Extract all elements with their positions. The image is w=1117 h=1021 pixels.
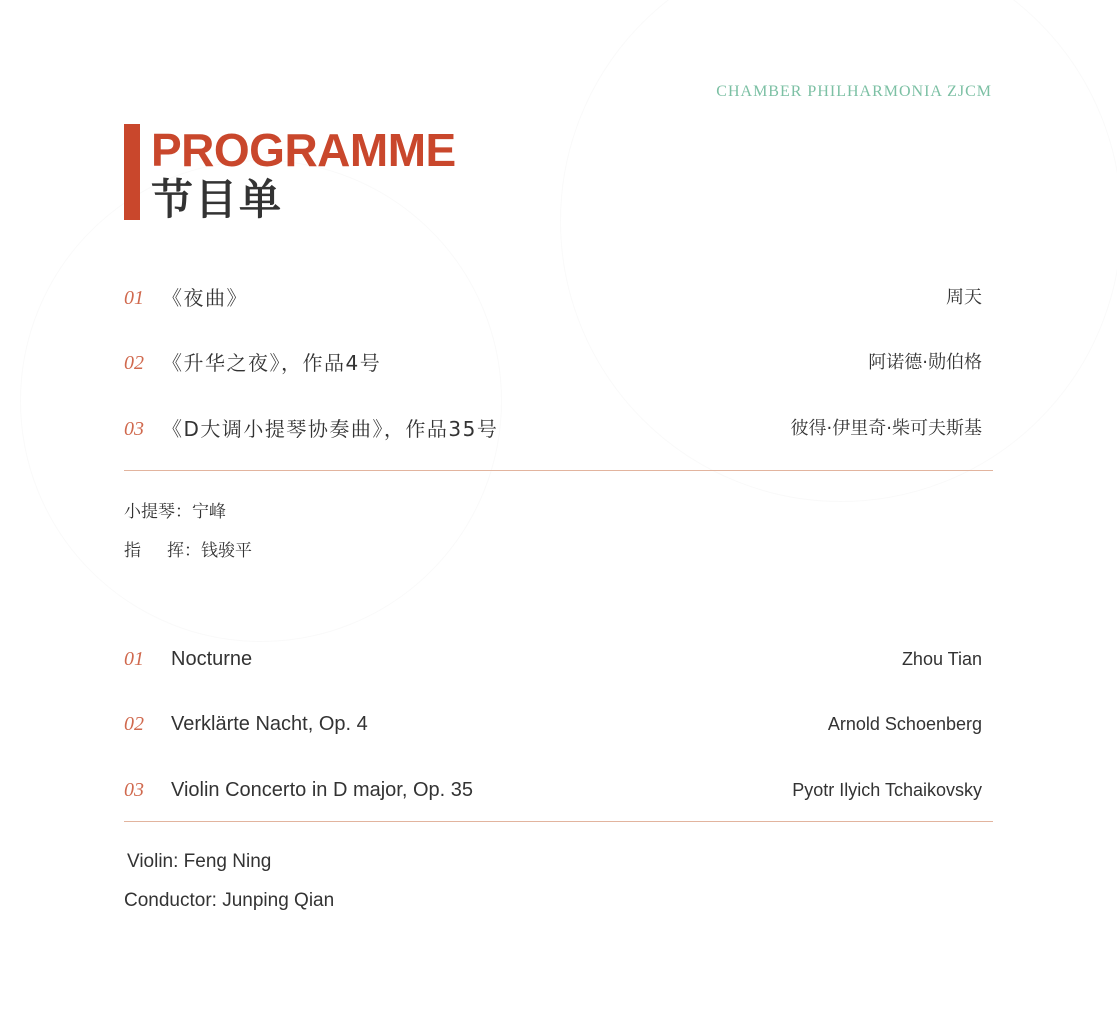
performer-label: 指 bbox=[124, 541, 141, 561]
work-title: Violin Concerto in D major, Op. 35 bbox=[171, 779, 474, 801]
programme-item-en bbox=[124, 773, 982, 807]
programme-item-en bbox=[124, 642, 982, 676]
work-title: 《夜曲》 bbox=[162, 286, 248, 310]
item-number: 01 bbox=[124, 287, 144, 309]
item-number: 02 bbox=[124, 352, 144, 374]
programme-item-en bbox=[124, 707, 982, 741]
item-number: 02 bbox=[124, 713, 144, 735]
divider-en bbox=[124, 821, 993, 822]
composer-name: 阿诺德·勋伯格 bbox=[868, 352, 982, 373]
divider-zh bbox=[124, 470, 993, 471]
performer-violin-zh bbox=[124, 499, 226, 525]
page-title-zh: 节目单 bbox=[151, 175, 284, 224]
item-number: 03 bbox=[124, 418, 144, 440]
performer-name: 宁峰 bbox=[192, 502, 226, 522]
performer-violin-en: Violin: Feng Ning bbox=[127, 851, 272, 872]
orchestra-brand: CHAMBER PHILHARMONIA ZJCM bbox=[716, 83, 992, 100]
performer-label: 小提琴： bbox=[124, 502, 192, 522]
watermark-ring bbox=[20, 160, 502, 642]
work-title: Verklärte Nacht, Op. 4 bbox=[171, 713, 368, 735]
work-title: Nocturne bbox=[171, 648, 253, 670]
page-title-en: PROGRAMME bbox=[151, 124, 456, 176]
performer-name: 钱骏平 bbox=[201, 541, 252, 561]
work-title: 《升华之夜》，作品4号 bbox=[162, 351, 382, 375]
performer-label: 挥： bbox=[167, 541, 201, 561]
performer-conductor-zh bbox=[124, 538, 252, 564]
composer-name: Arnold Schoenberg bbox=[827, 714, 982, 734]
item-number: 03 bbox=[124, 779, 144, 801]
programme-item-zh bbox=[124, 412, 982, 446]
composer-name: 彼得·伊里奇·柴可夫斯基 bbox=[790, 418, 982, 439]
composer-name: Zhou Tian bbox=[901, 649, 982, 669]
title-accent-bar bbox=[124, 124, 140, 220]
composer-name: 周天 bbox=[946, 287, 982, 308]
composer-name: Pyotr Ilyich Tchaikovsky bbox=[792, 780, 982, 800]
programme-item-zh bbox=[124, 346, 982, 380]
work-title: 《D大调小提琴协奏曲》，作品35号 bbox=[162, 417, 499, 441]
item-number: 01 bbox=[124, 648, 144, 670]
programme-item-zh bbox=[124, 281, 982, 315]
performer-conductor-en: Conductor: Junping Qian bbox=[124, 890, 335, 911]
